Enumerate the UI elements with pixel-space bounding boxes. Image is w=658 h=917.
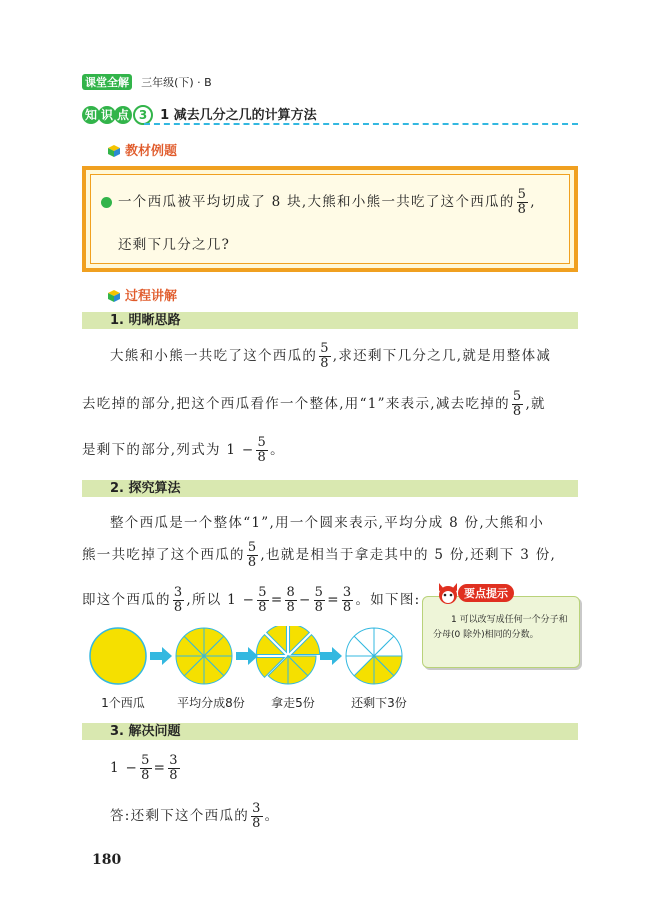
section-3-bar xyxy=(82,723,578,740)
fraction xyxy=(512,390,524,419)
fraction xyxy=(247,541,259,570)
knowledge-point-heading xyxy=(82,104,578,126)
kp-char-3: 点 xyxy=(114,106,132,124)
fraction xyxy=(140,754,152,783)
frac-num: 8 xyxy=(286,585,297,600)
kp-number: 3 xyxy=(133,105,153,125)
text: 。如下图: xyxy=(355,592,421,608)
section-1-bar xyxy=(82,312,578,329)
text: 答:还剩下这个西瓜的 xyxy=(110,808,250,824)
circle-taken-away xyxy=(256,626,319,684)
section-2-line-2 xyxy=(82,541,556,570)
diagram-label-3: 拿走5份 xyxy=(271,696,315,710)
frac-den: 8 xyxy=(512,404,523,419)
example-box xyxy=(82,166,578,272)
frac-num: 5 xyxy=(258,585,268,600)
bullet-icon xyxy=(101,197,112,208)
frac-num: 3 xyxy=(173,585,184,600)
text: 。 xyxy=(270,442,285,458)
frac-num: 3 xyxy=(342,585,353,600)
example-line-1 xyxy=(101,188,536,217)
frac-den: 8 xyxy=(257,450,268,465)
page-header xyxy=(82,71,212,87)
kp-char-1: 知 xyxy=(82,106,100,124)
section-1-line-3 xyxy=(82,436,285,465)
diagram-label-2: 平均分成8份 xyxy=(177,696,245,710)
section-2-title: 2. 探究算法 xyxy=(110,481,181,496)
minus-sign: − xyxy=(299,592,312,608)
kp-char-2: 识 xyxy=(98,106,116,124)
frac-den: 8 xyxy=(286,600,297,615)
example-text-1: 一个西瓜被平均切成了 8 块,大熊和小熊一共吃了这个西瓜的 xyxy=(118,194,515,210)
fraction xyxy=(256,436,268,465)
fraction xyxy=(173,586,185,615)
example-line-2: 还剩下几分之几? xyxy=(118,237,231,253)
tip-box xyxy=(422,596,580,668)
fraction xyxy=(285,586,297,615)
process-heading xyxy=(108,285,177,304)
frac-num: 5 xyxy=(512,389,523,404)
frac-den: 8 xyxy=(247,555,258,570)
frac-den: 8 xyxy=(314,600,325,615)
fraction xyxy=(314,586,326,615)
text: 熊一共吃掉了这个西瓜的 xyxy=(82,547,245,563)
text: 。 xyxy=(264,808,280,824)
kp-title: 1 减去几分之几的计算方法 xyxy=(160,108,317,123)
section-2-line-3 xyxy=(82,586,421,615)
arrow-2 xyxy=(236,647,258,665)
diagram-label-4: 还剩下3份 xyxy=(351,696,407,710)
circle-whole xyxy=(90,628,146,684)
section-1-line-2 xyxy=(82,390,546,419)
section-3-title: 3. 解决问题 xyxy=(110,724,181,739)
fraction xyxy=(342,586,354,615)
frac-den: 8 xyxy=(169,768,179,783)
frac-num: 3 xyxy=(252,801,262,816)
diagram-label-1: 1个西瓜 xyxy=(101,696,145,710)
fraction xyxy=(251,802,263,831)
text: 去吃掉的部分,把这个西瓜看作一个整体,用“1”来表示,减去吃掉的 xyxy=(82,396,510,412)
text: 大熊和小熊一共吃了这个西瓜的 xyxy=(110,348,318,364)
frac-den: 8 xyxy=(517,202,528,217)
fraction xyxy=(319,342,331,371)
equals-sign: = xyxy=(270,592,284,608)
text: ,也就是相当于拿走其中的 5 份,还剩下 3 份, xyxy=(260,547,557,563)
frac-num: 3 xyxy=(169,753,179,768)
equals-sign: = xyxy=(327,592,340,608)
example-inner xyxy=(90,174,570,264)
watermelon-diagram xyxy=(88,626,418,686)
kp-dashed-underline xyxy=(144,123,578,125)
arrow-1 xyxy=(150,647,172,665)
frac-num: 5 xyxy=(257,435,268,450)
circle-divided xyxy=(176,628,232,684)
example-fraction xyxy=(517,188,529,217)
frac-den: 8 xyxy=(342,600,353,615)
text: ,就 xyxy=(525,396,546,412)
section-3-answer xyxy=(110,802,279,831)
page-number: 180 xyxy=(92,852,122,868)
fraction xyxy=(257,586,269,615)
frac-num: 5 xyxy=(517,187,528,202)
arrow-3 xyxy=(320,647,342,665)
tip-title: 要点提示 xyxy=(458,584,514,602)
text: ,所以 1 − xyxy=(186,592,256,608)
textbook-example-heading xyxy=(108,140,177,159)
text: 即这个西瓜的 xyxy=(82,592,171,608)
frac-den: 8 xyxy=(252,816,262,831)
section-1-line-1 xyxy=(110,342,551,371)
process-title: 过程讲解 xyxy=(125,289,178,304)
frac-den: 8 xyxy=(173,600,184,615)
example-text-2: , xyxy=(530,194,536,210)
cube-icon xyxy=(108,290,120,302)
text: 是剩下的部分,列式为 1 − xyxy=(82,442,255,458)
section-1-title: 1. 明晰思路 xyxy=(110,313,181,328)
grade-label: 三年级(下) · B xyxy=(141,76,212,89)
tip-text: 1 可以改写成任何一个分子和分母(0 除外)相同的分数。 xyxy=(433,615,568,640)
equals-sign: = xyxy=(153,760,167,776)
circle-remaining xyxy=(346,628,402,684)
text: 1 − xyxy=(110,760,139,776)
cube-icon xyxy=(108,145,120,157)
section-2-line-1: 整个西瓜是一个整体“1”,用一个圆来表示,平均分成 8 份,大熊和小 xyxy=(110,515,545,531)
fraction xyxy=(168,754,180,783)
cat-mascot-icon xyxy=(436,581,460,605)
text: ,求还剩下几分之几,就是用整体减 xyxy=(332,348,552,364)
frac-num: 5 xyxy=(247,540,258,555)
frac-num: 5 xyxy=(141,753,151,768)
frac-num: 5 xyxy=(320,341,330,356)
textbook-example-title: 教材例题 xyxy=(125,144,178,159)
frac-den: 8 xyxy=(141,768,151,783)
frac-num: 5 xyxy=(314,585,325,600)
section-2-bar xyxy=(82,480,578,497)
frac-den: 8 xyxy=(320,356,330,371)
book-badge: 课堂全解 xyxy=(82,74,132,90)
section-3-equation xyxy=(110,754,182,783)
frac-den: 8 xyxy=(258,600,268,615)
tip-header xyxy=(436,581,514,605)
